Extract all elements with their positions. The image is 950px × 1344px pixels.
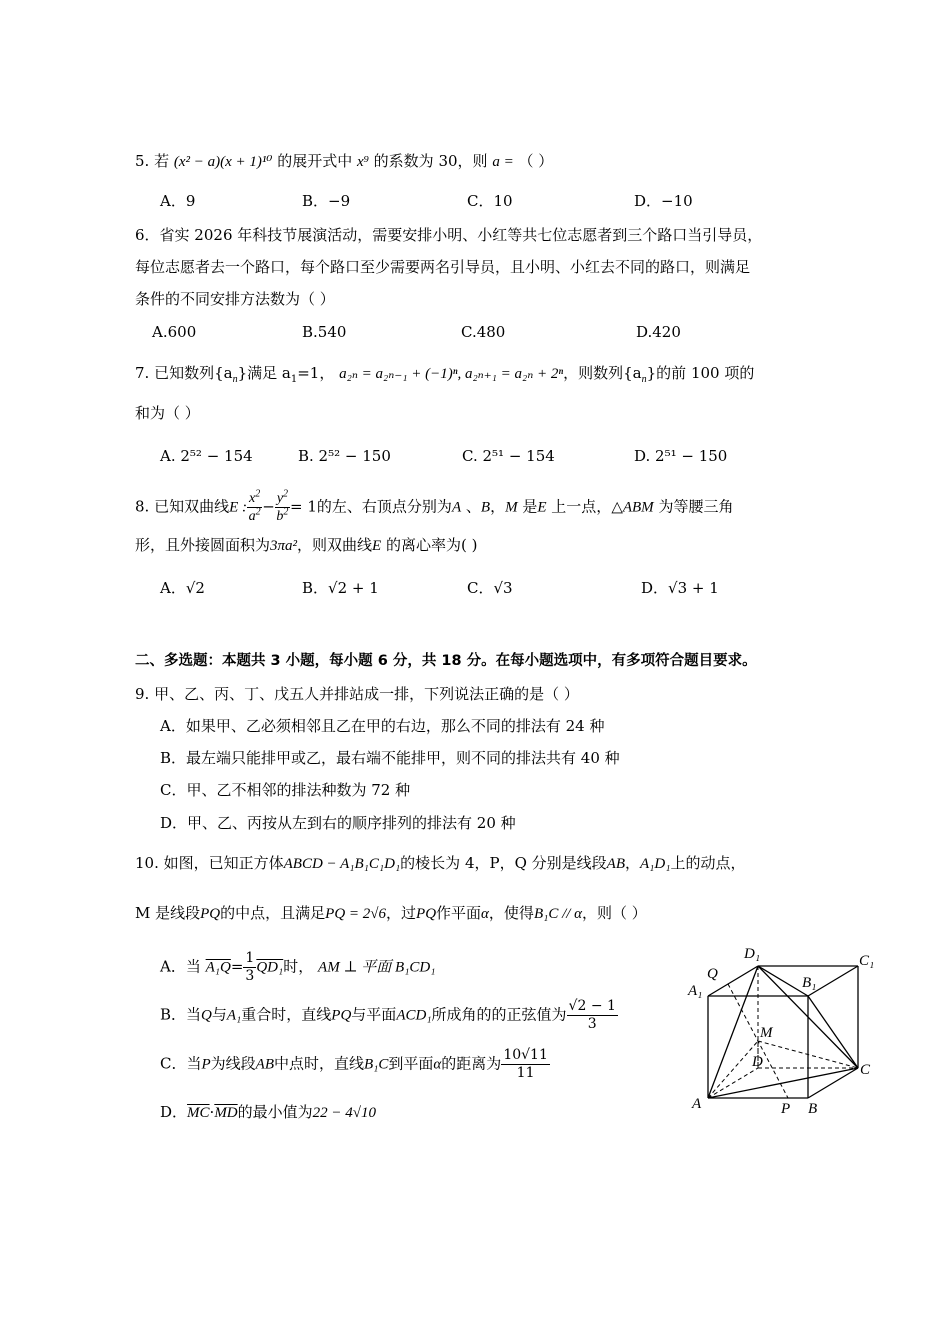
q8-eq-tail: = 1	[290, 497, 317, 516]
q10-optD-val: 22 − 4√10	[312, 1105, 377, 1121]
q10-optC-d: 到平面	[388, 1054, 434, 1073]
q10-optA-vec1: A₁Q	[205, 959, 231, 976]
q10-optB-b: 与	[211, 1005, 227, 1024]
q10-optC-frac	[501, 1047, 550, 1082]
q10-optA-frac-num: 1	[245, 950, 255, 966]
q6-line1: 6．省实 2026 年科技节展演活动，需要安排小明、小红等共七位志愿者到三个路口当引导员，	[135, 226, 763, 244]
label-A: A	[692, 1096, 702, 1112]
q9-stem: 9. 甲、乙、丙、丁、戊五人并排站成一排，下列说法正确的是（ ）	[135, 685, 579, 703]
q7-recurrence-1: a₂ₙ = a₂ₙ₋₁ + (−1)ⁿ	[339, 366, 458, 382]
q9-option-c: C．甲、乙不相邻的排法种数为 72 种	[160, 781, 411, 799]
q10-line2f: ，则（ ）	[582, 904, 647, 922]
q10-optA-eq: =	[230, 957, 244, 976]
label-M: M	[760, 1025, 773, 1041]
q10-alpha: α	[481, 906, 489, 922]
q10-PQ2: PQ	[416, 906, 437, 922]
q8-E2: E	[537, 499, 547, 516]
q10-optC-b: 为线段	[210, 1054, 256, 1073]
q5-stem	[135, 150, 553, 173]
label-C1: C₁	[859, 953, 875, 969]
q10-optC-line: B₁C	[364, 1056, 389, 1073]
q10-PQ: PQ	[200, 906, 221, 922]
label-D1: D₁	[744, 946, 761, 962]
q10-optA-vec2: QD₁	[256, 959, 284, 976]
q10-optD-vec1: $\overline{MC}$	[187, 1105, 210, 1121]
q8-line2a: 形，且外接圆面积为	[135, 536, 271, 554]
q10-line1a: 10. 如图，已知正方体	[135, 854, 284, 872]
edge-AC	[708, 1068, 858, 1098]
q8-option-c: C．√3	[467, 579, 513, 597]
q10-line2a: M 是线段	[135, 904, 201, 922]
q8-stem-e: 上一点，	[546, 497, 612, 516]
q10-optB-plane: ACD₁	[396, 1007, 432, 1024]
q7-stem-e: }的前 100 项的	[646, 364, 755, 382]
q8-stem-a: 8. 已知双曲线	[135, 497, 230, 516]
q10-line2d: 作平面	[436, 904, 482, 922]
q5-stem-c: 的系数为 30，则	[373, 152, 488, 170]
q10-line1b: 的棱长为 4，P，Q 分别是线段	[400, 854, 607, 872]
q10-optC-e: 的距离为	[441, 1054, 502, 1073]
q7-stem-b: }满足 a	[237, 364, 291, 382]
q10-option-d	[160, 1101, 376, 1124]
q8-E3: E	[372, 538, 382, 554]
q8-option-a: A．√2	[160, 579, 205, 597]
q10-optB-Q: Q	[201, 1007, 212, 1024]
q8-sep: 、	[461, 497, 481, 516]
q10-optA-c: AM ⊥ 平面 B₁CD₁	[318, 959, 436, 976]
q6-line2: 每位志愿者去一个路口，每个路口至少需要两名引导员，且小明、小红去不同的路口，则满足	[135, 258, 751, 276]
q8-line2b: ，则双曲线	[297, 536, 373, 554]
q8-stem-c: ，	[490, 497, 506, 516]
q10-optB-frac-den: 3	[587, 1016, 597, 1032]
q10-optB-PQ: PQ	[331, 1007, 352, 1024]
q5-stem-b: 的展开式中	[277, 152, 353, 170]
q7-stem-a: 7. 已知数列{a	[135, 364, 233, 382]
q10-option-c	[160, 1047, 550, 1082]
q6-option-d: D.420	[636, 323, 681, 341]
q10-optA-frac-den: 3	[245, 968, 255, 984]
label-A1: A₁	[688, 983, 703, 999]
q10-line2b: 的中点，且满足	[220, 904, 326, 922]
q7-option-b: B. 2⁵² − 150	[298, 447, 391, 465]
edge-AD1	[708, 966, 758, 1098]
q8-B: B	[480, 499, 491, 516]
q10-optB-e: 所成角的的正弦值为	[431, 1005, 567, 1024]
q10-optB-A1: A₁	[226, 1007, 242, 1024]
label-P: P	[781, 1101, 791, 1117]
q10-PQ-eq: PQ = 2√6	[325, 906, 387, 922]
q7-stem-c: =1，	[297, 364, 335, 382]
q8-E: E :	[229, 499, 248, 516]
label-B: B	[808, 1101, 818, 1117]
q5-x9: x⁹	[357, 154, 369, 170]
q5-paren: （ ）	[518, 152, 554, 170]
q10-optB-d: 与平面	[351, 1005, 397, 1024]
q5-expression: (x² − a)(x + 1)¹⁰	[173, 154, 273, 170]
q8-triangle: △ABM	[611, 499, 654, 516]
q8-stem: 8. 已知双曲线E : $\frac{x^2}{a^2}$ − $\frac{y^2}{b^2}$ = 1的左、右顶点分别为A 、B，M 是E 上一点，△ABM 为等腰三角	[135, 488, 734, 524]
q10-optA-a: A．当	[160, 957, 201, 976]
q10-AB: AB	[606, 856, 625, 872]
q10-optC-c: 中点时，直线	[274, 1054, 365, 1073]
q10-optD-b: 的最小值为	[237, 1103, 313, 1121]
q10-option-b	[160, 998, 618, 1033]
q7-line2: 和为（ ）	[135, 404, 200, 422]
q8-line2	[135, 534, 477, 557]
q10-optA-frac	[243, 950, 256, 985]
q8-x-frac: $\frac{x^2}{a^2}$	[248, 488, 261, 524]
q8-y-frac: $\frac{y^2}{b^2}$	[276, 488, 289, 524]
q10-optC-frac-den: 11	[516, 1065, 535, 1081]
cube-figure	[680, 940, 880, 1120]
q8-stem-d: 是	[517, 497, 538, 516]
q8-area: 3πa²	[270, 538, 298, 554]
q10-A1D1: A₁D₁	[640, 856, 671, 872]
q9-option-b: B．最左端只能排甲或乙，最右端不能排甲，则不同的排法共有 40 种	[160, 749, 620, 767]
q7-option-d: D. 2⁵¹ − 150	[634, 447, 728, 465]
q7-stem: 7. 已知数列$\{a_n\}$满足 $a_1=1$， a₂ₙ = a₂ₙ₋₁ + (−1)ⁿ, a₂ₙ₊₁ = a₂ₙ + 2ⁿ，则数列$\{a_n\}$的前 100 项的	[135, 364, 755, 385]
q8-A: A	[451, 499, 462, 516]
q9-option-d: D．甲、乙、丙按从左到右的顺序排列的排法有 20 种	[160, 814, 516, 832]
edge-B1C	[808, 996, 858, 1068]
q10-line1d: 上的动点，	[670, 854, 746, 872]
q10-line2	[135, 902, 647, 925]
q8-stem-b: 的左、右顶点分别为	[316, 497, 452, 516]
q10-optC-AB: AB	[255, 1056, 274, 1073]
q6-option-c: C.480	[461, 323, 506, 341]
q7-option-a: A. 2⁵² − 154	[160, 447, 253, 465]
q10-option-a	[160, 950, 435, 985]
q5-option-c: C．10	[467, 192, 513, 210]
label-C: C	[860, 1062, 871, 1078]
q8-option-d: D．√3 + 1	[641, 579, 719, 597]
q10-optB-frac-num: √2 − 1	[568, 998, 616, 1014]
q10-cube: ABCD − A₁B₁C₁D₁	[283, 856, 401, 872]
q5-option-a: A．9	[160, 192, 196, 210]
q5-option-b: B．−9	[302, 192, 351, 210]
q10-optA-b: 时，	[283, 957, 314, 976]
q7-stem-d: ，则数列{a	[563, 364, 642, 382]
q6-option-a: A.600	[152, 323, 197, 341]
q10-optB-frac	[567, 998, 618, 1033]
q10-optC-a: C．当	[160, 1054, 202, 1073]
q8-stem-f: 为等腰三角	[653, 497, 734, 516]
q10-optB-a: B．当	[160, 1005, 202, 1024]
q10-optC-alpha: α	[433, 1056, 442, 1073]
q6-line3: 条件的不同安排方法数为（ ）	[135, 290, 335, 308]
q10-line1	[135, 852, 745, 875]
q10-line2c: ，过	[386, 904, 417, 922]
q10-line1c: ，	[624, 854, 640, 872]
q10-optD-a: D．	[160, 1103, 188, 1121]
q6-option-b: B.540	[302, 323, 347, 341]
q5-stem-a: 5. 若	[135, 152, 170, 170]
q7-option-c: C. 2⁵¹ − 154	[462, 447, 555, 465]
q5-option-d: D．−10	[634, 192, 693, 210]
q9-option-a: A．如果甲、乙必须相邻且乙在甲的右边，那么不同的排法有 24 种	[160, 717, 605, 735]
q8-M: M	[505, 499, 518, 516]
q10-optD-vec2: $\overline{MD}$	[214, 1105, 238, 1121]
q10-optB-c: 重合时，直线	[241, 1005, 332, 1024]
q10-optD-dot: ·	[209, 1103, 215, 1121]
section-2-title: 二、多选题：本题共 3 小题，每小题 6 分，共 18 分。在每小题选项中，有多项符合题目要求。	[135, 653, 757, 669]
q5-a-eq: a =	[492, 154, 514, 170]
q10-line2e: ，使得	[488, 904, 534, 922]
label-Q: Q	[707, 966, 718, 982]
q8-line2c: 的离心率为( )	[381, 536, 478, 554]
label-B1: B₁	[802, 975, 817, 991]
label-D: D	[752, 1054, 763, 1070]
q8-option-b: B．√2 + 1	[302, 579, 379, 597]
q10-optC-frac-num: 10√11	[503, 1047, 548, 1063]
q10-optC-P: P	[201, 1056, 211, 1073]
q7-recurrence-2: , a₂ₙ₊₁ = a₂ₙ + 2ⁿ	[457, 366, 564, 382]
q10-parallel: B₁C // α	[533, 906, 583, 922]
